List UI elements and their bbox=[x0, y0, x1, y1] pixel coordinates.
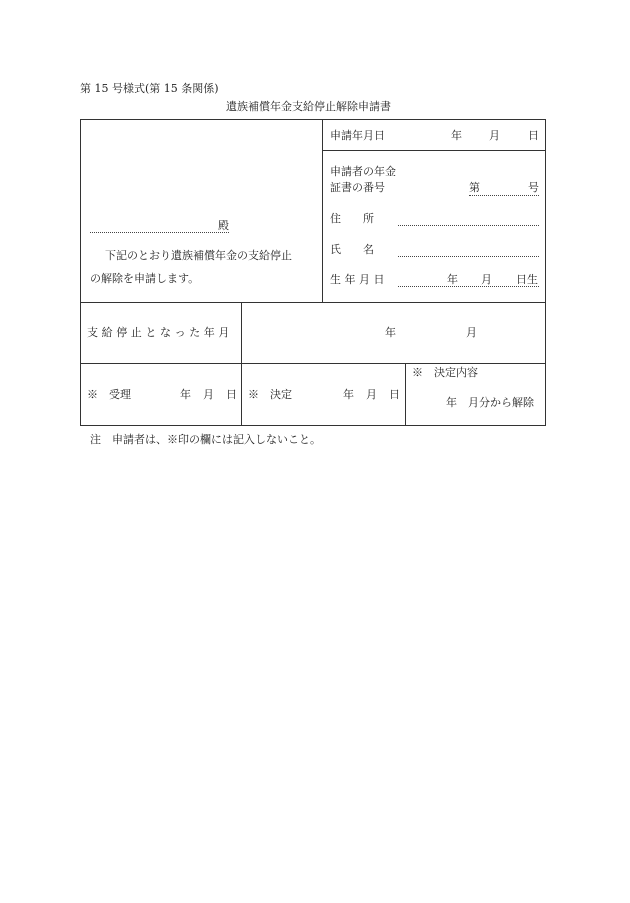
suspension-label: 支給停止となった年月 bbox=[87, 326, 233, 339]
divider-office-vertical-1 bbox=[241, 363, 242, 425]
birth-date-month: 月 bbox=[481, 273, 492, 286]
divider-upper-vertical bbox=[322, 119, 323, 302]
divider-suspension-bottom bbox=[80, 363, 546, 364]
pension-number-suffix: 号 bbox=[528, 181, 539, 194]
table-border-right bbox=[545, 119, 546, 426]
receipt-label: ※ 受理 bbox=[87, 388, 131, 401]
receipt-day: 日 bbox=[226, 388, 237, 401]
application-date-label: 申請年月日 bbox=[330, 129, 385, 142]
decision-content-label: ※ 決定内容 bbox=[412, 366, 478, 379]
divider-upper-bottom bbox=[80, 302, 546, 303]
application-date-day: 日 bbox=[528, 129, 539, 142]
divider-office-vertical-2 bbox=[405, 363, 406, 425]
name-field[interactable] bbox=[398, 256, 539, 257]
addressee-field[interactable] bbox=[90, 232, 229, 233]
birth-date-field[interactable] bbox=[398, 286, 539, 287]
divider-suspension-vertical bbox=[241, 302, 242, 363]
statement-line-2: の解除を申請します。 bbox=[90, 272, 200, 285]
receipt-month: 月 bbox=[203, 388, 214, 401]
decision-month: 月 bbox=[366, 388, 377, 401]
application-date-month: 月 bbox=[489, 129, 500, 142]
table-border-top bbox=[80, 119, 546, 120]
pension-number-label-line-1: 申請者の年金 bbox=[330, 165, 396, 178]
suspension-year: 年 bbox=[385, 326, 396, 339]
decision-content-value: 年 月分から解除 bbox=[446, 396, 534, 409]
receipt-year: 年 bbox=[180, 388, 191, 401]
suspension-month: 月 bbox=[466, 326, 477, 339]
pension-number-field[interactable] bbox=[469, 195, 539, 196]
decision-year: 年 bbox=[343, 388, 354, 401]
birth-date-label: 生 年 月 日 bbox=[330, 273, 385, 286]
birth-date-year: 年 bbox=[447, 273, 458, 286]
decision-day: 日 bbox=[389, 388, 400, 401]
address-label: 住 所 bbox=[330, 212, 374, 225]
application-date-year: 年 bbox=[451, 129, 462, 142]
statement-line-1: 下記のとおり遺族補償年金の支給停止 bbox=[105, 249, 292, 262]
footnote: 注 申請者は、※印の欄には記入しないこと。 bbox=[90, 433, 321, 446]
divider-date-row bbox=[322, 150, 546, 151]
name-label: 氏 名 bbox=[330, 243, 374, 256]
pension-number-prefix: 第 bbox=[469, 181, 480, 194]
form-number: 第 15 号様式(第 15 条関係) bbox=[80, 82, 219, 95]
address-field[interactable] bbox=[398, 225, 539, 226]
table-border-bottom bbox=[80, 425, 546, 426]
table-border-left bbox=[80, 119, 81, 426]
form-title: 遺族補償年金支給停止解除申請書 bbox=[226, 100, 391, 113]
birth-date-day: 日生 bbox=[516, 273, 538, 286]
addressee-suffix: 殿 bbox=[218, 219, 229, 232]
pension-number-label-line-2: 証書の番号 bbox=[330, 181, 385, 194]
decision-label: ※ 決定 bbox=[248, 388, 292, 401]
